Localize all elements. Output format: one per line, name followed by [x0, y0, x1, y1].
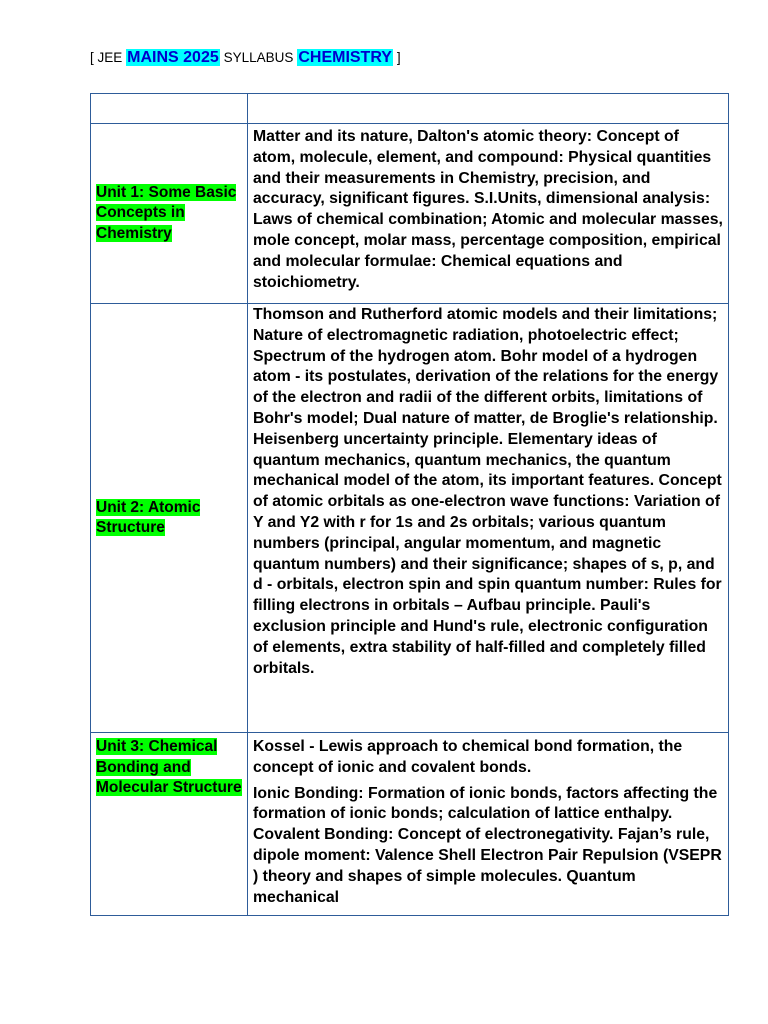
- header-cell-content: [248, 94, 729, 124]
- heading-close-bracket: ]: [396, 50, 401, 65]
- heading-highlight-chemistry: CHEMISTRY: [298, 49, 392, 66]
- content-paragraph: Thomson and Rutherford atomic models and their limitations; Nature of electromagnetic radiation, photoelectric effect; Spectrum of the hydrogen atom. Bohr model of a hydrogen atom - its postulates, derivation of the relations for the energy of the electron and radii of the different orbits, limitations of Bohr's model; Dual nature of matter, de Broglie's relationship. Heisenberg uncertainty principle. Elementary ideas of quantum mechanics, quantum mechanics, the quantum mechanical model of the atom, its important features. Concept of atomic orbitals as one-electron wave functions: Variation of Y and Y2 with r for 1s and 2s orbitals; various quantum numbers (principal, angular momentum, and magnetic quantum numbers) and their significance; shapes of s, p, and d - orbitals, electron spin and spin quantum number: Rules for filling electrons in orbitals – Aufbau principle. Pauli's exclusion principle and Hund's rule, electronic configuration of elements, extra stability of half-filled and completely filled orbitals.: [253, 306, 722, 677]
- unit-cell: [91, 733, 248, 916]
- heading-highlight-mains: MAINS 2025: [127, 49, 219, 66]
- table-row: [91, 304, 729, 733]
- heading-open-bracket: [ JEE: [90, 50, 123, 65]
- content-cell: [248, 304, 729, 733]
- content-cell: [248, 733, 729, 916]
- table-row: [91, 733, 729, 916]
- content-paragraph: Matter and its nature, Dalton's atomic theory: Concept of atom, molecule, element, and compound: Physical quantities and their measurements in Chemistry, precision, and accuracy, significant figures. S.I.Units, dimensional analysis: Laws of chemical combination; Atomic and molecular masses, mole concept, molar mass, percentage composition, empirical and molecular formulae: Chemical equations and stoichiometry.: [253, 128, 723, 291]
- unit-label: Unit 2: Atomic Structure: [96, 498, 201, 536]
- table-header-row: [91, 94, 729, 124]
- header-cell-unit: [91, 94, 248, 124]
- table-row: [91, 124, 729, 304]
- unit-label: Unit 1: Some Basic Concepts in Chemistry: [96, 183, 237, 242]
- unit-cell: [91, 124, 248, 304]
- document-heading: [90, 46, 401, 69]
- content-paragraph: Ionic Bonding: Formation of ionic bonds, factors affecting the formation of ionic bonds; calculation of lattice enthalpy. Covalent Bonding: Concept of electronegativity. Fajan’s rule, dipole moment: Valence Shell Electron Pair Repulsion (VSEPR ) theory and shapes of simple molecules. Quantum mechanical: [253, 784, 722, 906]
- content-paragraph: Kossel - Lewis approach to chemical bond formation, the concept of ionic and covalent bonds.: [253, 738, 683, 776]
- heading-syllabus: SYLLABUS: [223, 50, 294, 65]
- syllabus-table: [90, 93, 729, 916]
- unit-cell: [91, 304, 248, 733]
- content-cell: [248, 124, 729, 304]
- unit-label: Unit 3: Chemical Bonding and Molecular Structure: [96, 738, 242, 796]
